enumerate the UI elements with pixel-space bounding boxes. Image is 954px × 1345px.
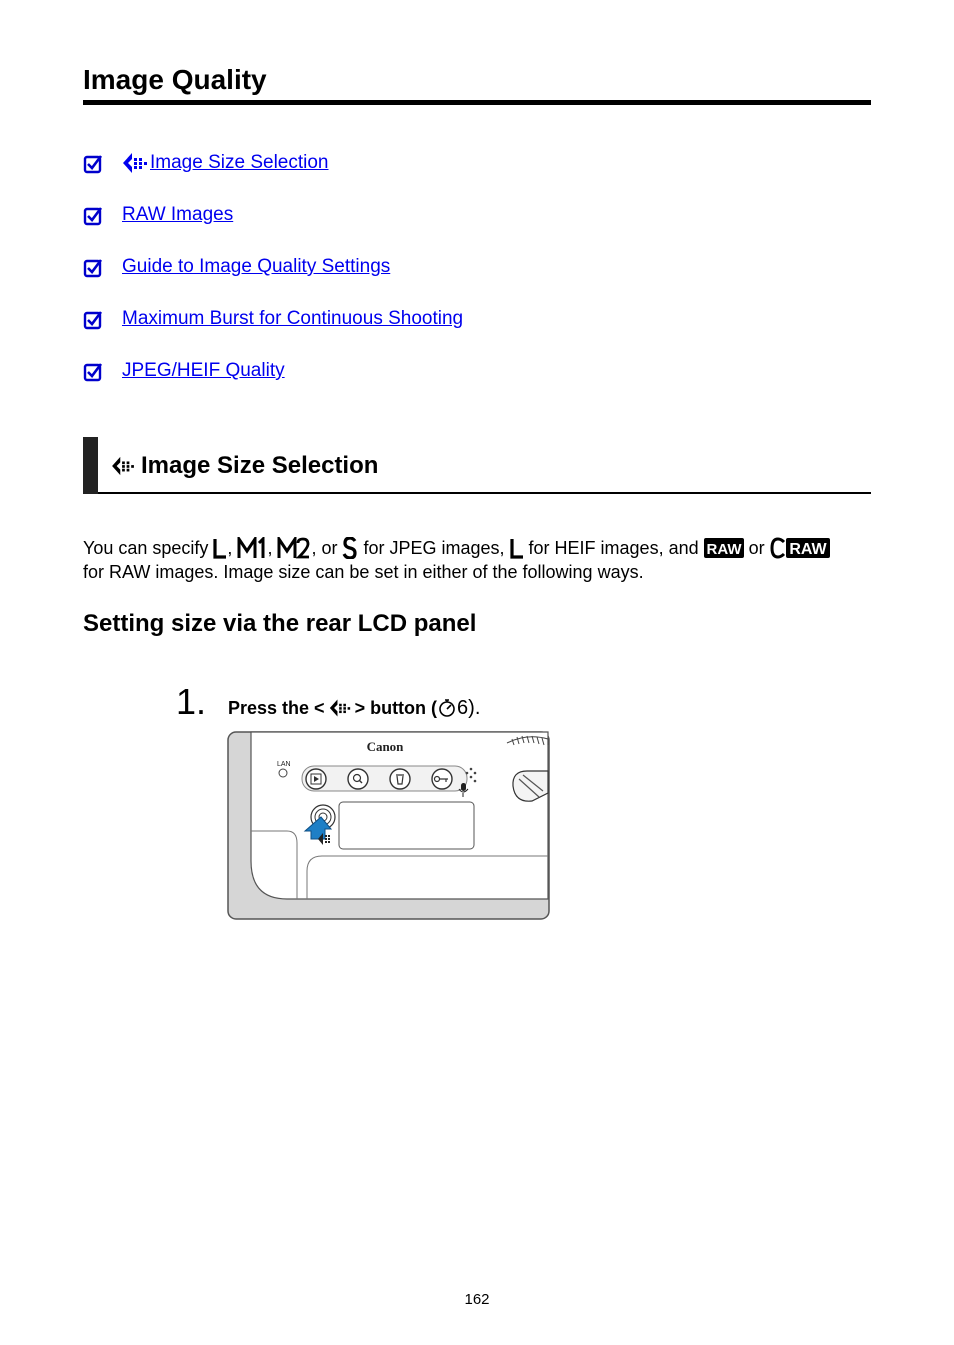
craw-icon: [770, 537, 830, 559]
check-icon: [83, 310, 103, 330]
svg-text:RAW: RAW: [706, 541, 742, 558]
section-title: [111, 451, 378, 481]
step-instruction: [228, 696, 480, 720]
toc-link-raw-images[interactable]: RAW Images: [122, 204, 234, 225]
size-l-icon: [213, 537, 227, 559]
image-size-icon: [122, 152, 148, 174]
step-text-segment: > button (: [354, 698, 438, 718]
raw-icon: [704, 537, 744, 559]
body-text-segment: You can specify: [83, 538, 214, 558]
svg-text:RAW: RAW: [788, 541, 827, 558]
size-s-icon: [342, 537, 358, 559]
step-text-segment: 6).: [457, 697, 481, 719]
check-icon: [83, 154, 103, 174]
size-m2-icon: [277, 537, 311, 559]
toc-item-raw-images[interactable]: [83, 200, 783, 252]
body-text-segment: for JPEG images,: [358, 538, 510, 558]
body-text-segment: ,: [227, 538, 238, 558]
toc-link-jpeg-heif[interactable]: JPEG/HEIF Quality: [122, 360, 285, 381]
step-number: 1.: [176, 681, 207, 722]
page-title: Image Quality: [83, 62, 871, 105]
camera-brand-label: Canon: [366, 739, 404, 754]
page-number: 162: [464, 1291, 490, 1308]
section-title-text: Image Size Selection: [141, 452, 379, 479]
toc-item-image-size[interactable]: [83, 148, 783, 200]
step-text-segment: Press the <: [228, 698, 325, 718]
toc-link-max-burst[interactable]: Maximum Burst for Continuous Shooting: [122, 308, 464, 329]
image-size-icon: [329, 698, 351, 718]
camera-illustration: [227, 731, 551, 921]
body-text-segment: or: [743, 538, 770, 558]
sub-heading: Setting size via the rear LCD panel: [83, 610, 477, 637]
toc-link-guide[interactable]: Guide to Image Quality Settings: [122, 256, 391, 277]
body-text-segment: for RAW images. Image size can be set in either of the following ways.: [83, 562, 644, 582]
image-size-icon: [111, 456, 135, 476]
toc-label: Image Size Selection: [150, 152, 329, 173]
check-icon: [83, 362, 103, 382]
section-bar: [83, 437, 98, 494]
section-header: [83, 437, 871, 494]
table-of-contents: [83, 148, 783, 408]
toc-item-guide[interactable]: [83, 252, 783, 304]
body-text-segment: , or: [311, 538, 343, 558]
lan-label: LAN: [277, 761, 291, 768]
toc-item-jpeg-heif[interactable]: [83, 356, 783, 408]
size-l-icon: [510, 537, 524, 559]
check-icon: [83, 206, 103, 226]
timer-icon: [438, 698, 456, 718]
body-text-segment: ,: [267, 538, 278, 558]
size-m1-icon: [237, 537, 267, 559]
toc-link-image-size[interactable]: [122, 148, 329, 178]
check-icon: [83, 258, 103, 278]
toc-item-max-burst[interactable]: [83, 304, 783, 356]
body-text-segment: for HEIF images, and: [523, 538, 704, 558]
body-paragraph: [83, 536, 873, 584]
